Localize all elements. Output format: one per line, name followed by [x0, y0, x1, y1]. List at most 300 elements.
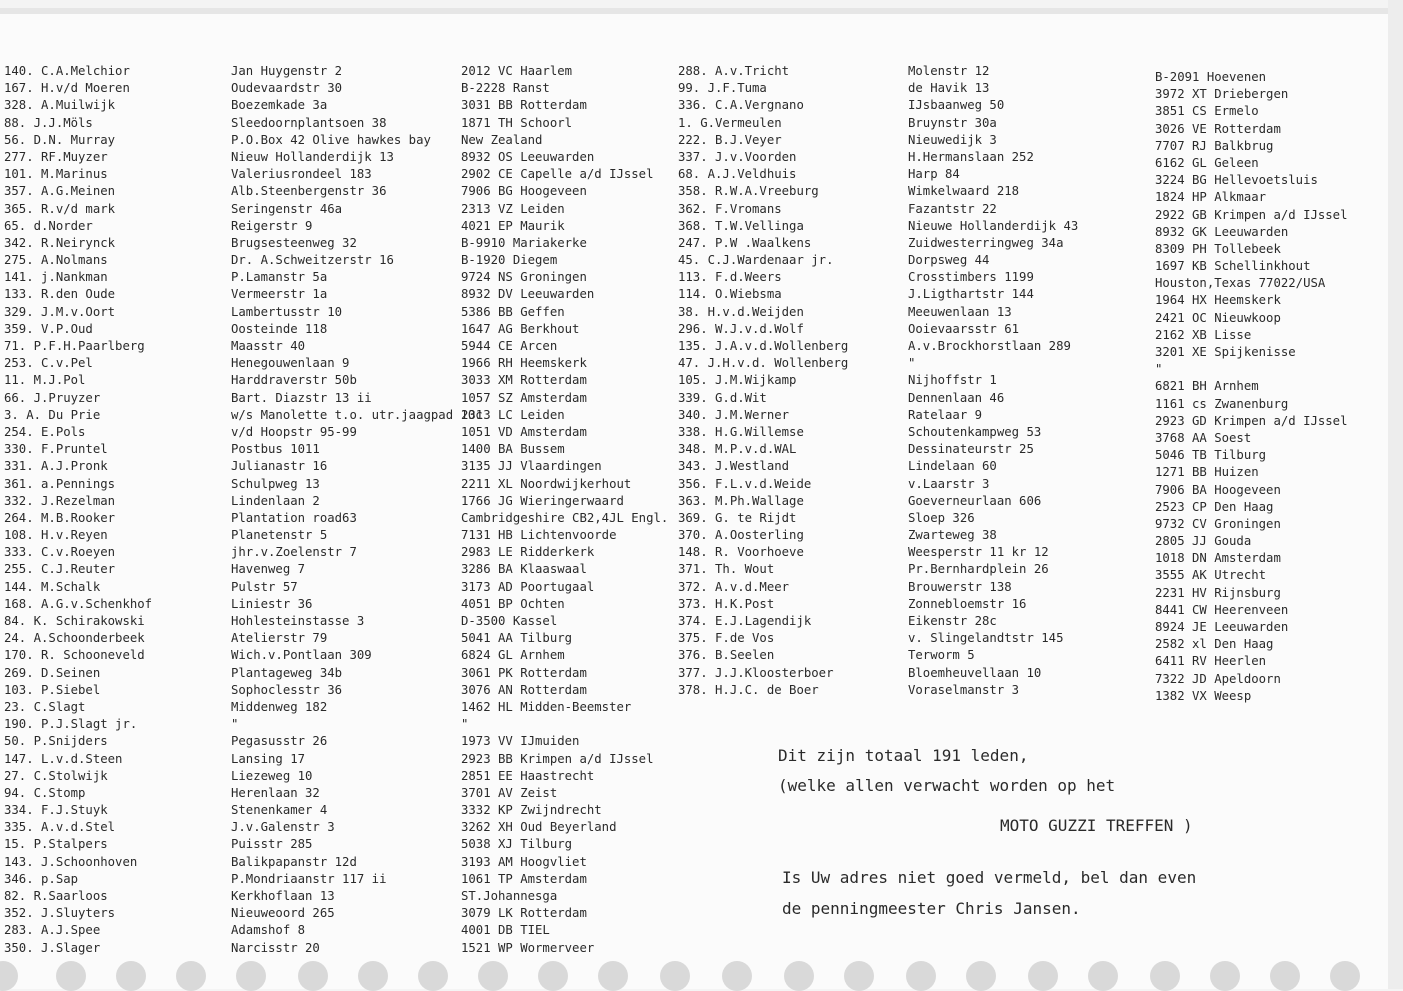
list-entry: jhr.v.Zoelenstr 7 — [231, 545, 357, 560]
list-entry: Ratelaar 9 — [908, 407, 983, 422]
list-entry: 254. E.Pols — [4, 424, 86, 439]
treasurer-line: de penningmeester Chris Jansen. — [782, 899, 1081, 918]
address-notice-line: Is Uw adres niet goed vermeld, bel dan even — [782, 868, 1197, 887]
list-entry: 343. J.Westland — [678, 459, 790, 474]
list-entry: Maasstr 40 — [231, 339, 306, 353]
binder-hole — [176, 961, 206, 991]
page-top-edge — [0, 8, 1388, 14]
member-names-column-2 — [678, 63, 878, 699]
list-entry: Pr.Bernhardplein 26 — [908, 562, 1049, 577]
list-entry: 2851 EE Haastrecht — [461, 768, 595, 783]
list-entry: Narcisstr 20 — [231, 940, 320, 955]
list-entry: Sloep 326 — [908, 510, 975, 525]
list-entry: Wimkelwaard 218 — [908, 184, 1020, 199]
list-entry: 141. j.Nankman — [4, 270, 108, 285]
binder-hole — [844, 961, 874, 991]
list-entry: 84. K. Schirakowski — [4, 614, 145, 628]
list-entry: Liezeweg 10 — [231, 768, 313, 783]
list-entry: 357. A.G.Meinen — [4, 184, 116, 199]
binder-hole — [1330, 961, 1360, 991]
list-entry: 3768 AA Soest — [1155, 430, 1252, 445]
list-entry: Nijhoffstr 1 — [908, 373, 997, 388]
binder-hole — [1210, 961, 1240, 991]
list-entry: J.Ligthartstr 144 — [908, 287, 1034, 302]
list-entry: 5386 BB Geffen — [461, 304, 565, 319]
list-entry: A.v.Brockhorstlaan 289 — [908, 339, 1071, 353]
list-entry: 3076 AN Rotterdam — [461, 682, 587, 697]
binder-hole — [598, 961, 628, 991]
list-entry: 50. P.Snijders — [4, 734, 108, 749]
binder-hole — [966, 961, 996, 991]
list-entry: 2012 VC Haarlem — [461, 64, 573, 78]
binder-hole — [722, 961, 752, 991]
list-entry: 133. R.den Oude — [4, 287, 116, 302]
list-entry: 1973 VV IJmuiden — [461, 734, 580, 749]
list-entry: Crosstimbers 1199 — [908, 270, 1034, 285]
list-entry: 27. C.Stolwijk — [4, 768, 108, 783]
list-entry: P.Mondriaanstr 117 ii — [231, 871, 387, 886]
list-entry: 2313 LC Leiden — [461, 407, 565, 422]
list-entry: P.O.Box 42 Olive hawkes bay — [231, 132, 431, 147]
list-entry: 3061 PK Rotterdam — [461, 665, 587, 680]
list-entry: Lindenlaan 2 — [231, 493, 320, 508]
list-entry: 94. C.Stomp — [4, 785, 86, 800]
member-streets-column-2 — [908, 63, 1148, 699]
list-entry: 5038 XJ Tilburg — [461, 837, 573, 852]
binder-hole — [358, 961, 388, 991]
list-entry: Pegasusstr 26 — [231, 734, 328, 749]
member-cities-column-2 — [1155, 69, 1375, 705]
list-entry: 168. A.G.v.Schenkhof — [4, 596, 153, 611]
list-entry: Oudevaardstr 30 — [231, 81, 343, 96]
list-entry: 334. F.J.Stuyk — [4, 803, 108, 818]
list-entry: Herenlaan 32 — [231, 785, 320, 800]
list-entry: 3. A. Du Prie — [4, 407, 101, 422]
list-entry: Dr. A.Schweitzerstr 16 — [231, 253, 394, 268]
list-entry: Adamshof 8 — [231, 923, 306, 938]
list-entry: Harp 84 — [908, 167, 960, 182]
expected-line: (welke allen verwacht worden op het — [778, 776, 1116, 795]
list-entry: 148. R. Voorhoeve — [678, 545, 804, 560]
list-entry: 190. P.J.Slagt jr. — [4, 717, 138, 732]
list-entry: 374. E.J.Lagendijk — [678, 614, 812, 628]
list-entry: 38. H.v.d.Weijden — [678, 304, 804, 319]
list-entry: Meeuwenlaan 13 — [908, 304, 1012, 319]
list-entry: 2902 CE Capelle a/d IJssel — [461, 167, 654, 182]
list-entry: 1647 AG Berkhout — [461, 321, 580, 336]
list-entry: 9724 NS Groningen — [461, 270, 587, 285]
list-entry: 368. T.W.Vellinga — [678, 218, 804, 233]
list-entry: D-3500 Kassel — [461, 614, 558, 628]
list-entry: J.v.Galenstr 3 — [231, 820, 335, 835]
list-entry: 3701 AV Zeist — [461, 785, 558, 800]
list-entry: 370. A.Oosterling — [678, 528, 804, 543]
list-entry: 65. d.Norder — [4, 218, 93, 233]
list-entry: 88. J.J.Möls — [4, 115, 93, 130]
list-entry: IJsbaanweg 50 — [908, 98, 1005, 113]
binder-hole — [418, 961, 448, 991]
list-entry: Pulstr 57 — [231, 579, 298, 594]
list-entry: de Havik 13 — [908, 81, 990, 96]
list-entry: Atelierstr 79 — [231, 631, 328, 646]
list-entry: Brouwerstr 138 — [908, 579, 1012, 594]
list-entry: Stenenkamer 4 — [231, 803, 328, 818]
list-entry: Voraselmanstr 3 — [908, 682, 1020, 697]
list-entry: ST.Johannesga — [461, 889, 558, 903]
list-entry: 296. W.J.v.d.Wolf — [678, 321, 804, 336]
list-entry: 1. G.Vermeulen — [678, 115, 782, 130]
member-cities-column-1 — [461, 63, 671, 957]
binder-hole — [0, 961, 18, 991]
list-entry: 375. F.de Vos — [678, 631, 775, 646]
list-entry: 255. C.J.Reuter — [4, 562, 116, 577]
list-entry: Jan Huygenstr 2 — [231, 64, 343, 78]
list-entry: 348. M.P.v.d.WAL — [678, 442, 797, 457]
list-entry: Plantation road63 — [231, 510, 357, 525]
list-entry: Nieuw Hollanderdijk 13 — [231, 149, 394, 164]
list-entry: Postbus 1011 — [231, 442, 320, 457]
list-entry: 247. P.W .Waalkens — [678, 235, 812, 250]
list-entry: v/d Hoopstr 95-99 — [231, 424, 357, 439]
member-names-column-1 — [4, 63, 219, 957]
list-entry: 1824 HP Alkmaar — [1155, 190, 1267, 205]
list-entry: 3851 CS Ermelo — [1155, 104, 1259, 119]
list-entry: 2922 GB Krimpen a/d IJssel — [1155, 207, 1348, 222]
list-entry: 4001 DB TIEL — [461, 923, 550, 938]
list-entry: 376. B.Seelen — [678, 648, 775, 663]
list-entry: 144. M.Schalk — [4, 579, 101, 594]
list-entry: 342. R.Neirynck — [4, 235, 116, 250]
list-entry: 2582 xl Den Haag — [1155, 637, 1274, 652]
list-entry: 275. A.Nolmans — [4, 253, 108, 268]
list-entry: 68. A.J.Veldhuis — [678, 167, 797, 182]
list-entry: 24. A.Schoonderbeek — [4, 631, 145, 646]
list-entry: 147. L.v.d.Steen — [4, 751, 123, 766]
binder-hole — [236, 961, 266, 991]
list-entry: 361. a.Pennings — [4, 476, 116, 491]
list-entry: 2805 JJ Gouda — [1155, 534, 1252, 549]
list-entry: 3135 JJ Vlaardingen — [461, 459, 602, 474]
list-entry: 113. F.d.Weers — [678, 270, 782, 285]
list-entry: Vermeerstr 1a — [231, 287, 328, 302]
list-entry: Reigerstr 9 — [231, 218, 313, 233]
list-entry: 1061 TP Amsterdam — [461, 871, 587, 886]
list-entry: Henegouwenlaan 9 — [231, 356, 350, 371]
list-entry: 356. F.L.v.d.Weide — [678, 476, 812, 491]
list-entry: 140. C.A.Melchior — [4, 64, 130, 78]
list-entry: 337. J.v.Voorden — [678, 149, 797, 164]
total-members-line: Dit zijn totaal 191 leden, — [778, 746, 1029, 765]
list-entry: 371. Th. Wout — [678, 562, 775, 577]
list-entry: 7906 BG Hoogeveen — [461, 184, 587, 199]
list-entry: 3031 BB Rotterdam — [461, 98, 587, 113]
list-entry: 1018 DN Amsterdam — [1155, 551, 1281, 566]
list-entry: 71. P.F.H.Paarlberg — [4, 339, 145, 353]
list-entry: Julianastr 16 — [231, 459, 328, 474]
list-entry: Bloemheuvellaan 10 — [908, 665, 1042, 680]
list-entry: " — [461, 717, 469, 732]
list-entry: Kerkhoflaan 13 — [231, 889, 335, 903]
binder-hole — [1150, 961, 1180, 991]
list-entry: Schulpweg 13 — [231, 476, 320, 491]
list-entry: 6824 GL Arnhem — [461, 648, 565, 663]
list-entry: Sophoclesstr 36 — [231, 682, 343, 697]
list-entry: 167. H.v/d Moeren — [4, 81, 130, 96]
list-entry: 359. V.P.Oud — [4, 321, 93, 336]
list-entry: 346. p.Sap — [4, 871, 79, 886]
list-entry: B-2228 Ranst — [461, 81, 550, 96]
list-entry: 8932 GK Leeuwarden — [1155, 224, 1289, 239]
list-entry: Terworm 5 — [908, 648, 975, 663]
list-entry: 2211 XL Noordwijkerhout — [461, 476, 632, 491]
list-entry: 5041 AA Tilburg — [461, 631, 573, 646]
list-entry: 338. H.G.Willemse — [678, 424, 804, 439]
list-entry: 8309 PH Tollebeek — [1155, 241, 1281, 256]
list-entry: 331. A.J.Pronk — [4, 459, 108, 474]
list-entry: 7131 HB Lichtenvoorde — [461, 528, 617, 543]
list-entry: 9732 CV Groningen — [1155, 516, 1281, 531]
binder-hole — [116, 961, 146, 991]
list-entry: 377. J.J.Kloosterboer — [678, 665, 834, 680]
list-entry: Lindelaan 60 — [908, 459, 997, 474]
list-entry: Bart. Diazstr 13 ii — [231, 390, 372, 405]
list-entry: 1400 BA Bussem — [461, 442, 565, 457]
list-entry: Houston,Texas 77022/USA — [1155, 276, 1326, 291]
list-entry: 3201 XE Spijkenisse — [1155, 345, 1296, 359]
list-entry: 3972 XT Driebergen — [1155, 87, 1289, 102]
list-entry: 340. J.M.Werner — [678, 407, 790, 422]
list-entry: Fazantstr 22 — [908, 201, 997, 216]
list-entry: " — [908, 356, 916, 371]
list-entry: Boezemkade 3a — [231, 98, 328, 113]
list-entry: 8924 JE Leeuwarden — [1155, 620, 1289, 634]
list-entry: 2162 XB Lisse — [1155, 327, 1252, 342]
list-entry: Brugsesteenweg 32 — [231, 235, 357, 250]
list-entry: Wich.v.Pontlaan 309 — [231, 648, 372, 663]
list-entry: 3555 AK Utrecht — [1155, 568, 1267, 583]
list-entry: 352. J.Sluyters — [4, 906, 116, 921]
member-streets-column-1 — [231, 63, 483, 957]
list-entry: 3224 BG Hellevoetsluis — [1155, 173, 1318, 188]
list-entry: 269. D.Seinen — [4, 665, 101, 680]
binder-hole — [298, 961, 328, 991]
list-entry: 4051 BP Ochten — [461, 596, 565, 611]
binder-hole — [660, 961, 690, 991]
binder-hole — [906, 961, 936, 991]
list-entry: 1521 WP Wormerveer — [461, 940, 595, 955]
list-entry: 3262 XH Oud Beyerland — [461, 820, 617, 835]
list-entry: Puisstr 285 — [231, 837, 313, 852]
list-entry: " — [231, 717, 239, 732]
list-entry: Plantageweg 34b — [231, 665, 343, 680]
list-entry: 3033 XM Rotterdam — [461, 373, 587, 388]
list-entry: Bruynstr 30a — [908, 115, 997, 130]
page-right-edge — [1388, 0, 1403, 989]
list-entry: Hohlesteinstasse 3 — [231, 614, 365, 628]
list-entry: 114. O.Wiebsma — [678, 287, 782, 302]
list-entry: Sleedoornplantsoen 38 — [231, 115, 387, 130]
list-entry: " — [1155, 362, 1163, 377]
list-entry: 1462 HL Midden-Beemster — [461, 699, 632, 714]
list-entry: Lambertusstr 10 — [231, 304, 343, 319]
list-entry: Havenweg 7 — [231, 562, 306, 577]
list-entry: New Zealand — [461, 132, 543, 147]
list-entry: v. Slingelandtstr 145 — [908, 631, 1064, 646]
list-entry: 11. M.J.Pol — [4, 373, 86, 388]
binder-holes — [0, 957, 1388, 989]
binder-hole — [56, 961, 86, 991]
list-entry: 369. G. te Rijdt — [678, 510, 797, 525]
list-entry: 1051 VD Amsterdam — [461, 424, 587, 439]
list-entry: Seringenstr 46a — [231, 201, 343, 216]
list-entry: H.Hermanslaan 252 — [908, 149, 1034, 164]
list-entry: 7707 RJ Balkbrug — [1155, 138, 1274, 153]
list-entry: 222. B.J.Veyer — [678, 132, 782, 147]
list-entry: 335. A.v.d.Stel — [4, 820, 116, 835]
list-entry: Goeverneurlaan 606 — [908, 493, 1042, 508]
list-entry: 8932 OS Leeuwarden — [461, 149, 595, 164]
list-entry: 6411 RV Heerlen — [1155, 654, 1267, 669]
list-entry: 339. G.d.Wit — [678, 390, 767, 405]
list-entry: 363. M.Ph.Wallage — [678, 493, 804, 508]
list-entry: 45. C.J.Wardenaar jr. — [678, 253, 834, 268]
binder-hole — [478, 961, 508, 991]
list-entry: Ooievaarsstr 61 — [908, 321, 1020, 336]
list-entry: Middenweg 182 — [231, 699, 328, 714]
list-entry: 2313 VZ Leiden — [461, 201, 565, 216]
list-entry: 1766 JG Wieringerwaard — [461, 493, 624, 508]
list-entry: Liniestr 36 — [231, 596, 313, 611]
list-entry: 5944 CE Arcen — [461, 339, 558, 353]
list-entry: 1382 VX Weesp — [1155, 688, 1252, 703]
list-entry: w/s Manolette t.o. utr.jaagpad 10c — [231, 407, 483, 422]
list-entry: 329. J.M.v.Oort — [4, 304, 116, 319]
list-entry: 8932 DV Leeuwarden — [461, 287, 595, 302]
list-entry: 328. A.Muilwijk — [4, 98, 116, 113]
list-entry: Valeriusrondeel 183 — [231, 167, 372, 182]
list-entry: 2421 OC Nieuwkoop — [1155, 310, 1281, 325]
list-entry: B-1920 Diegem — [461, 253, 558, 268]
list-entry: 66. J.Pruyzer — [4, 390, 101, 405]
list-entry: 99. J.F.Tuma — [678, 81, 767, 96]
list-entry: 4021 EP Maurik — [461, 218, 565, 233]
list-entry: 2983 LE Ridderkerk — [461, 545, 595, 560]
list-entry: Oosteinde 118 — [231, 321, 328, 336]
list-entry: 332. J.Rezelman — [4, 493, 116, 508]
list-entry: 2523 CP Den Haag — [1155, 499, 1274, 514]
list-entry: 1161 cs Zwanenburg — [1155, 396, 1289, 411]
list-entry: 362. F.Vromans — [678, 201, 782, 216]
list-entry: Balikpapanstr 12d — [231, 854, 357, 869]
list-entry: 8441 CW Heerenveen — [1155, 602, 1289, 617]
list-entry: 135. J.A.v.d.Wollenberg — [678, 339, 849, 353]
list-entry: Nieuwe Hollanderdijk 43 — [908, 218, 1079, 233]
list-entry: B-9910 Mariakerke — [461, 235, 587, 250]
list-entry: 3286 BA Klaaswaal — [461, 562, 587, 577]
list-entry: 108. H.v.Reyen — [4, 528, 108, 543]
list-entry: 358. R.W.A.Vreeburg — [678, 184, 819, 199]
list-entry: 2923 BB Krimpen a/d IJssel — [461, 751, 654, 766]
list-entry: 373. H.K.Post — [678, 596, 775, 611]
list-entry: Cambridgeshire CB2,4JL Engl. — [461, 510, 669, 525]
list-entry: Zuidwesterringweg 34a — [908, 235, 1064, 250]
list-entry: 336. C.A.Vergnano — [678, 98, 804, 113]
list-entry: Dennenlaan 46 — [908, 390, 1005, 405]
list-entry: 1271 BB Huizen — [1155, 465, 1259, 480]
binder-hole — [1028, 961, 1058, 991]
list-entry: 330. F.Pruntel — [4, 442, 108, 457]
list-entry: 3079 LK Rotterdam — [461, 906, 587, 921]
list-entry: 56. D.N. Murray — [4, 132, 116, 147]
list-entry: 5046 TB Tilburg — [1155, 448, 1267, 463]
list-entry: 2923 GD Krimpen a/d IJssel — [1155, 413, 1348, 428]
list-entry: Zwarteweg 38 — [908, 528, 997, 543]
list-entry: Dessinateurstr 25 — [908, 442, 1034, 457]
list-entry: Alb.Steenbergenstr 36 — [231, 184, 387, 199]
list-entry: 47. J.H.v.d. Wollenberg — [678, 356, 849, 371]
list-entry: B-2091 Hoevenen — [1155, 70, 1267, 84]
list-entry: 1966 RH Heemskerk — [461, 356, 587, 371]
list-entry: Planetenstr 5 — [231, 528, 328, 543]
list-entry: 264. M.B.Rooker — [4, 510, 116, 525]
list-entry: 333. C.v.Roeyen — [4, 545, 116, 560]
list-entry: 3026 VE Rotterdam — [1155, 121, 1281, 136]
list-entry: 253. C.v.Pel — [4, 356, 93, 371]
list-entry: 3173 AD Poortugaal — [461, 579, 595, 594]
list-entry: 170. R. Schooneveld — [4, 648, 145, 663]
list-entry: Dorpsweg 44 — [908, 253, 990, 268]
binder-hole — [1270, 961, 1300, 991]
binder-hole — [784, 961, 814, 991]
list-entry: 283. A.J.Spee — [4, 923, 101, 938]
list-entry: Zonnebloemstr 16 — [908, 596, 1027, 611]
list-entry: 105. J.M.Wijkamp — [678, 373, 797, 388]
list-entry: 7906 BA Hoogeveen — [1155, 482, 1281, 497]
list-entry: Nieuweoord 265 — [231, 906, 335, 921]
typed-page — [0, 8, 1388, 989]
list-entry: 288. A.v.Tricht — [678, 64, 790, 78]
list-entry: 1964 HX Heemskerk — [1155, 293, 1281, 308]
list-entry: Weesperstr 11 kr 12 — [908, 545, 1049, 560]
list-entry: 277. RF.Muyzer — [4, 149, 108, 164]
list-entry: 6162 GL Geleen — [1155, 155, 1259, 170]
event-name-line: MOTO GUZZI TREFFEN ) — [1000, 816, 1193, 835]
list-entry: 23. C.Slagt — [4, 699, 86, 714]
list-entry: 350. J.Slager — [4, 940, 101, 955]
list-entry: Eikenstr 28c — [908, 614, 997, 628]
list-entry: v.Laarstr 3 — [908, 476, 990, 491]
list-entry: 3193 AM Hoogvliet — [461, 854, 587, 869]
list-entry: Schoutenkampweg 53 — [908, 424, 1042, 439]
list-entry: 1697 KB Schellinkhout — [1155, 259, 1311, 274]
list-entry: 3332 KP Zwijndrecht — [461, 803, 602, 818]
list-entry: Harddraverstr 50b — [231, 373, 357, 388]
list-entry: 6821 BH Arnhem — [1155, 379, 1259, 394]
list-entry: 372. A.v.d.Meer — [678, 579, 790, 594]
list-entry: 2231 HV Rijnsburg — [1155, 585, 1281, 600]
list-entry: 101. M.Marinus — [4, 167, 108, 182]
list-entry: 7322 JD Apeldoorn — [1155, 671, 1281, 686]
binder-hole — [1088, 961, 1118, 991]
list-entry: 1057 SZ Amsterdam — [461, 390, 587, 405]
list-entry: 365. R.v/d mark — [4, 201, 116, 216]
list-entry: Lansing 17 — [231, 751, 306, 766]
list-entry: 15. P.Stalpers — [4, 837, 108, 852]
list-entry: 378. H.J.C. de Boer — [678, 682, 819, 697]
list-entry: Nieuwedijk 3 — [908, 132, 997, 147]
list-entry: 143. J.Schoonhoven — [4, 854, 138, 869]
list-entry: P.Lamanstr 5a — [231, 270, 328, 285]
